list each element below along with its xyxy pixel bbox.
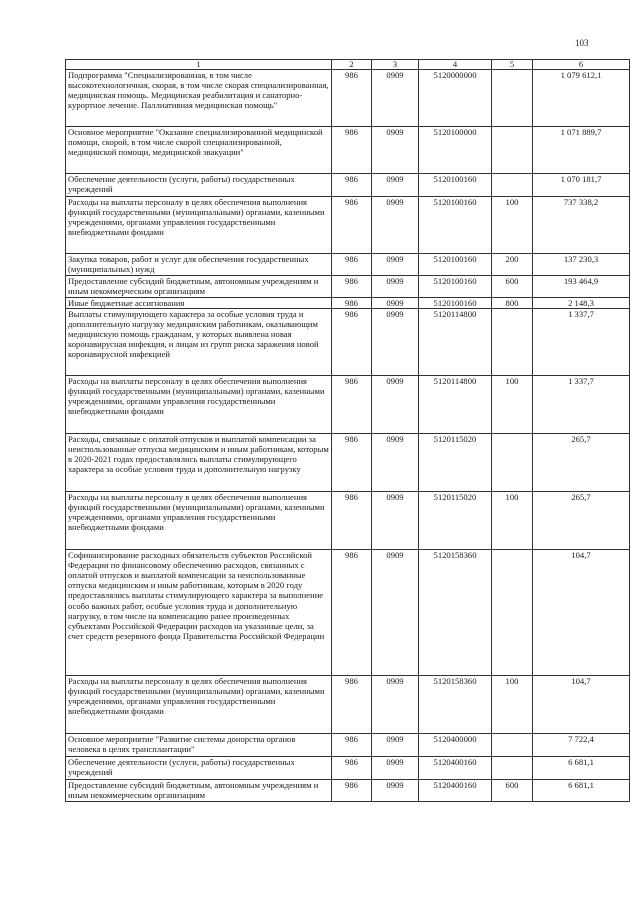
ministry-code-cell: 986: [332, 254, 372, 276]
ministry-code-cell: 986: [332, 434, 372, 492]
row-name-cell: Иные бюджетные ассигнования: [66, 298, 332, 309]
expense-type-cell: 800: [492, 298, 533, 309]
ministry-code-cell: 986: [332, 780, 372, 802]
row-name-cell: Расходы на выплаты персоналу в целях обеспечения выполнения функций государственными (муниципальными) органами, казенными учреждениями, органами управления государственными внебюджетными фондами: [66, 492, 332, 550]
target-article-cell: 5120100160: [419, 197, 492, 254]
expense-type-cell: [492, 174, 533, 197]
table-row: [66, 70, 630, 127]
target-article-cell: 5120158360: [419, 550, 492, 676]
header-cell-3: 3: [372, 60, 419, 70]
expense-type-cell: [492, 734, 533, 757]
budget-table: [65, 59, 630, 802]
target-article-cell: 5120400000: [419, 734, 492, 757]
expense-type-cell: [492, 70, 533, 127]
target-article-cell: 5120100000: [419, 127, 492, 174]
ministry-code-cell: 986: [332, 676, 372, 734]
amount-cell: 1 079 612,1: [533, 70, 630, 127]
section-code-cell: 0909: [372, 309, 419, 376]
target-article-cell: 5120115020: [419, 492, 492, 550]
amount-cell: 137 230,3: [533, 254, 630, 276]
target-article-cell: 5120000000: [419, 70, 492, 127]
ministry-code-cell: 986: [332, 276, 372, 298]
amount-cell: 104,7: [533, 550, 630, 676]
ministry-code-cell: 986: [332, 70, 372, 127]
table-row: [66, 376, 630, 434]
target-article-cell: 5120114800: [419, 309, 492, 376]
page-number: 103: [575, 38, 589, 48]
ministry-code-cell: 986: [332, 734, 372, 757]
amount-cell: 104,7: [533, 676, 630, 734]
section-code-cell: 0909: [372, 254, 419, 276]
expense-type-cell: 100: [492, 197, 533, 254]
section-code-cell: 0909: [372, 757, 419, 780]
table-row: [66, 197, 630, 254]
expense-type-cell: 200: [492, 254, 533, 276]
header-cell-1: 1: [66, 60, 332, 70]
section-code-cell: 0909: [372, 376, 419, 434]
section-code-cell: 0909: [372, 780, 419, 802]
ministry-code-cell: 986: [332, 197, 372, 254]
expense-type-cell: [492, 434, 533, 492]
row-name-cell: Закупка товаров, работ и услуг для обеспечения государственных (муниципальных) нужд: [66, 254, 332, 276]
section-code-cell: 0909: [372, 174, 419, 197]
section-code-cell: 0909: [372, 298, 419, 309]
amount-cell: 2 148,3: [533, 298, 630, 309]
table-row: [66, 492, 630, 550]
ministry-code-cell: 986: [332, 309, 372, 376]
ministry-code-cell: 986: [332, 550, 372, 676]
section-code-cell: 0909: [372, 127, 419, 174]
ministry-code-cell: 986: [332, 127, 372, 174]
row-name-cell: Расходы на выплаты персоналу в целях обеспечения выполнения функций государственными (муниципальными) органами, казенными учреждениями, органами управления государственными внебюджетными фондами: [66, 197, 332, 254]
target-article-cell: 5120100160: [419, 254, 492, 276]
row-name-cell: Предоставление субсидий бюджетным, автономным учреждениям и иным некоммерческим организациям: [66, 276, 332, 298]
ministry-code-cell: 986: [332, 174, 372, 197]
section-code-cell: 0909: [372, 70, 419, 127]
amount-cell: 1 070 181,7: [533, 174, 630, 197]
row-name-cell: Обеспечение деятельности (услуги, работы) государственных учреждений: [66, 757, 332, 780]
expense-type-cell: [492, 309, 533, 376]
expense-type-cell: 100: [492, 676, 533, 734]
table-row: [66, 780, 630, 802]
target-article-cell: 5120100160: [419, 298, 492, 309]
header-cell-2: 2: [332, 60, 372, 70]
table-row: [66, 676, 630, 734]
header-cell-6: 6: [533, 60, 630, 70]
target-article-cell: 5120400160: [419, 780, 492, 802]
table-row: [66, 254, 630, 276]
table-row: [66, 309, 630, 376]
table-header-row: [66, 60, 630, 70]
row-name-cell: Расходы на выплаты персоналу в целях обеспечения выполнения функций государственными (муниципальными) органами, казенными учреждениями, органами управления государственными внебюджетными фондами: [66, 376, 332, 434]
ministry-code-cell: 986: [332, 757, 372, 780]
expense-type-cell: 100: [492, 376, 533, 434]
section-code-cell: 0909: [372, 197, 419, 254]
amount-cell: 6 681,1: [533, 780, 630, 802]
expense-type-cell: [492, 127, 533, 174]
table-row: [66, 550, 630, 676]
amount-cell: 1 337,7: [533, 376, 630, 434]
amount-cell: 7 722,4: [533, 734, 630, 757]
table-row: [66, 276, 630, 298]
amount-cell: 265,7: [533, 434, 630, 492]
expense-type-cell: 100: [492, 492, 533, 550]
expense-type-cell: [492, 550, 533, 676]
amount-cell: 1 071 889,7: [533, 127, 630, 174]
section-code-cell: 0909: [372, 434, 419, 492]
target-article-cell: 5120400160: [419, 757, 492, 780]
target-article-cell: 5120158360: [419, 676, 492, 734]
row-name-cell: Выплаты стимулирующего характера за особые условия труда и дополнительную нагрузку медицинским работникам, оказывающим медицинскую помощь гражданам, у которых выявлена новая коронавирусная инфекция, и лицам из групп риска заражения новой коронавирусной инфекцией: [66, 309, 332, 376]
table-row: [66, 734, 630, 757]
table-row: [66, 434, 630, 492]
table-row: [66, 127, 630, 174]
target-article-cell: 5120100160: [419, 276, 492, 298]
expense-type-cell: [492, 757, 533, 780]
table-row: [66, 298, 630, 309]
header-cell-4: 4: [419, 60, 492, 70]
expense-type-cell: 600: [492, 780, 533, 802]
expense-type-cell: 600: [492, 276, 533, 298]
row-name-cell: Основное мероприятие "Оказание специализированной медицинской помощи, скорой, в том числе скорой специализированной, медицинской помощи, медицинской эвакуации": [66, 127, 332, 174]
row-name-cell: Основное мероприятие "Развитие системы донорства органов человека в целях трансплантации": [66, 734, 332, 757]
target-article-cell: 5120100160: [419, 174, 492, 197]
amount-cell: 1 337,7: [533, 309, 630, 376]
row-name-cell: Предоставление субсидий бюджетным, автономным учреждениям и иным некоммерческим организациям: [66, 780, 332, 802]
row-name-cell: Софинансирование расходных обязательств субъектов Российской Федерации по финансовому обеспечению расходов, связанных с оплатой отпусков и выплатой компенсации за неиспользованные отпуска медицинским и иным работникам, которым в 2020 году предоставлялись выплаты стимулирующего характера за выполнение особо важных работ, особые условия труда и дополнительную нагрузку, в том числе на компенсацию ранее произведенных субъектами Российской Федерации расходов на указанные цели, за счет средств резервного фонда Правительства Российской Федерации: [66, 550, 332, 676]
row-name-cell: Подпрограмма "Специализированная, в том числе высокотехнологичная, скорая, в том числе скорая специализированная, медицинская помощь. Медицинская реабилитация и санаторно-курортное лечение. Паллиативная медицинская помощь": [66, 70, 332, 127]
section-code-cell: 0909: [372, 550, 419, 676]
row-name-cell: Расходы, связанные с оплатой отпусков и выплатой компенсации за неиспользованные отпуска медицинским и иным работникам, которым в 2020-2021 годах предоставлялись выплаты стимулирующего характера за особые условия труда и дополнительную нагрузку: [66, 434, 332, 492]
table-row: [66, 757, 630, 780]
ministry-code-cell: 986: [332, 298, 372, 309]
amount-cell: 6 681,1: [533, 757, 630, 780]
target-article-cell: 5120115020: [419, 434, 492, 492]
header-cell-5: 5: [492, 60, 533, 70]
amount-cell: 193 464,9: [533, 276, 630, 298]
row-name-cell: Расходы на выплаты персоналу в целях обеспечения выполнения функций государственными (муниципальными) органами, казенными учреждениями, органами управления государственными внебюджетными фондами: [66, 676, 332, 734]
ministry-code-cell: 986: [332, 492, 372, 550]
section-code-cell: 0909: [372, 676, 419, 734]
amount-cell: 265,7: [533, 492, 630, 550]
section-code-cell: 0909: [372, 492, 419, 550]
section-code-cell: 0909: [372, 734, 419, 757]
target-article-cell: 5120114800: [419, 376, 492, 434]
table-row: [66, 174, 630, 197]
amount-cell: 737 338,2: [533, 197, 630, 254]
row-name-cell: Обеспечение деятельности (услуги, работы) государственных учреждений: [66, 174, 332, 197]
section-code-cell: 0909: [372, 276, 419, 298]
ministry-code-cell: 986: [332, 376, 372, 434]
